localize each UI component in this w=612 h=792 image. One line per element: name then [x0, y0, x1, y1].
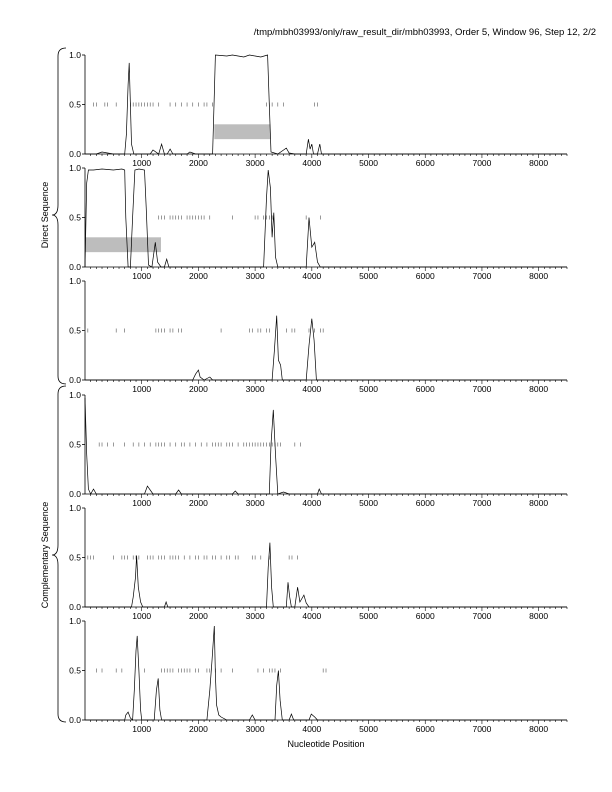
figure-header: /tmp/mbh03993/only/raw_result_dir/mbh03993, Order 5, Window 96, Step 12, 2/2 [253, 27, 596, 38]
y-tick-label: 1.0 [69, 276, 81, 286]
y-tick-label: 0.5 [69, 99, 81, 110]
y-tick-label: 1.0 [69, 50, 81, 60]
series-line [85, 543, 567, 607]
x-tick-label: 5000 [359, 724, 378, 734]
x-tick-label: 5000 [359, 498, 378, 508]
x-tick-label: 8000 [529, 384, 549, 394]
x-tick-label: 6000 [415, 271, 435, 281]
y-tick-label: 0.0 [69, 489, 81, 499]
x-tick-label: 4000 [302, 384, 322, 394]
y-tick-label: 0.5 [69, 552, 81, 563]
x-tick-label: 7000 [472, 611, 492, 621]
x-tick-label: 4000 [302, 158, 322, 168]
x-tick-label: 7000 [472, 498, 492, 508]
y-tick-label: 1.0 [69, 390, 81, 400]
x-tick-label: 1000 [132, 384, 152, 394]
x-tick-label: 8000 [529, 271, 549, 281]
panel-3 [69, 276, 567, 394]
x-tick-label: 3000 [245, 271, 265, 281]
x-tick-label: 3000 [245, 158, 265, 168]
orf-bar [214, 124, 270, 139]
x-tick-label: 5000 [359, 158, 378, 168]
x-tick-label: 3000 [245, 384, 265, 394]
x-tick-label: 5000 [359, 384, 378, 394]
group-label-complementary: Complementary Sequence [40, 501, 50, 609]
x-tick-label: 7000 [472, 158, 492, 168]
x-tick-label: 2000 [188, 271, 208, 281]
orf-bar [85, 237, 161, 252]
x-tick-label: 6000 [415, 611, 435, 621]
x-tick-label: 4000 [302, 271, 322, 281]
x-tick-label: 8000 [529, 158, 549, 168]
y-tick-label: 1.0 [69, 163, 81, 173]
x-tick-label: 6000 [415, 498, 435, 508]
x-tick-label: 2000 [188, 724, 208, 734]
x-tick-label: 8000 [529, 724, 549, 734]
x-tick-label: 6000 [415, 724, 435, 734]
x-tick-label: 4000 [302, 611, 322, 621]
x-tick-label: 7000 [472, 271, 492, 281]
panels [69, 50, 567, 734]
y-tick-label: 0.5 [69, 439, 81, 450]
panel-4 [69, 390, 567, 508]
x-tick-label: 5000 [359, 611, 378, 621]
panel-1 [69, 50, 567, 168]
x-tick-label: 1000 [132, 724, 152, 734]
panel-6 [69, 616, 567, 734]
x-tick-label: 1000 [132, 611, 152, 621]
x-tick-label: 7000 [472, 724, 492, 734]
series-line [85, 316, 567, 380]
panel-2 [69, 163, 567, 281]
y-tick-label: 0.0 [69, 715, 81, 725]
x-tick-label: 8000 [529, 611, 549, 621]
series-line [85, 398, 567, 494]
panel-5 [69, 503, 567, 621]
series-line [85, 626, 567, 720]
y-tick-label: 0.5 [69, 665, 81, 676]
group-label-direct: Direct Sequence [40, 181, 50, 249]
x-tick-label: 4000 [302, 498, 322, 508]
complementary-brace [52, 386, 66, 722]
series-line [85, 169, 567, 267]
direct-brace [52, 48, 66, 384]
y-tick-label: 0.5 [69, 325, 81, 336]
y-tick-label: 0.0 [69, 375, 81, 385]
x-tick-label: 7000 [472, 384, 492, 394]
x-tick-label: 3000 [245, 611, 265, 621]
x-tick-label: 4000 [302, 724, 322, 734]
y-tick-label: 0.0 [69, 262, 81, 272]
y-tick-label: 1.0 [69, 616, 81, 626]
y-tick-label: 1.0 [69, 503, 81, 513]
x-tick-label: 1000 [132, 498, 152, 508]
y-tick-label: 0.5 [69, 212, 81, 223]
x-axis-label: Nucleotide Position [287, 739, 365, 749]
x-tick-label: 1000 [132, 158, 152, 168]
x-tick-label: 3000 [245, 498, 265, 508]
x-tick-label: 2000 [188, 611, 208, 621]
x-tick-label: 6000 [415, 158, 435, 168]
x-tick-label: 6000 [415, 384, 435, 394]
y-tick-label: 0.0 [69, 602, 81, 612]
x-tick-label: 5000 [359, 271, 378, 281]
series-line [85, 55, 567, 154]
x-tick-label: 2000 [188, 498, 208, 508]
x-tick-label: 8000 [529, 498, 549, 508]
x-tick-label: 2000 [188, 384, 208, 394]
x-tick-label: 1000 [132, 271, 152, 281]
x-tick-label: 3000 [245, 724, 265, 734]
y-tick-label: 0.0 [69, 149, 81, 159]
x-tick-label: 2000 [188, 158, 208, 168]
